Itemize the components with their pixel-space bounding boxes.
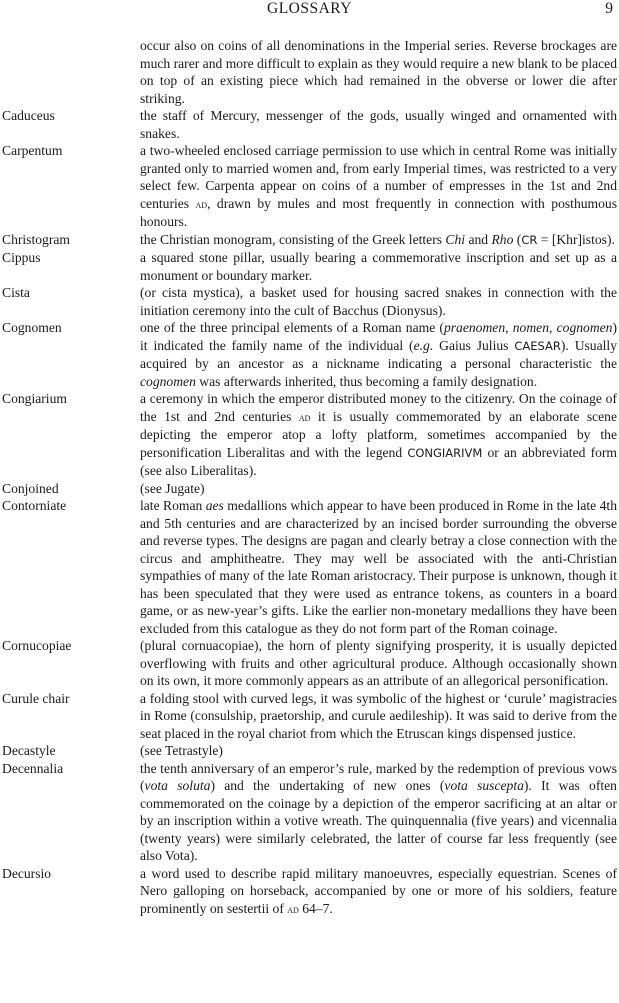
definition-text: nomen <box>512 320 549 335</box>
entry-term: Decastyle <box>2 743 56 758</box>
glossary-entry <box>0 480 619 498</box>
definition-text: cognomen <box>140 373 196 389</box>
definition-text: the staff of Mercury, messenger of the gods, usually winged and ornamented with snakes. <box>140 108 617 141</box>
entry-definition <box>140 107 617 142</box>
entry-definition <box>140 390 617 480</box>
definition-text: ad <box>287 901 299 916</box>
running-head: GLOSSARY <box>267 0 352 17</box>
glossary-entry <box>0 690 619 743</box>
glossary-list <box>0 37 619 918</box>
entry-term: Cippus <box>2 250 41 265</box>
definition-text: occur also on coins of all denominations in the Imperial series. Reverse brockages are much rarer and more difficult to explain as they would require a new blank to be placed on top of an existing piece which had remained in the obverse or lower die after striking. <box>140 38 617 106</box>
entry-term: Cognomen <box>2 320 62 335</box>
definition-text: , drawn by mules and most frequently in connection with posthumous honours. <box>140 195 617 229</box>
definition-text: it is usually commemorated by an elaborate scene depicting the emperor atop a lofty platform, sometimes accompanied by the personification Liberalitas and with the legend <box>140 408 618 460</box>
entry-term: Congiarium <box>2 391 67 406</box>
definition-text: (see Jugate) <box>140 480 205 496</box>
definition-text: praenomen <box>443 320 506 335</box>
definition-text: a two-wheeled enclosed carriage permission to use which in central Rome was initially granted only to married women and, from early Imperial times, was restricted to a very select few. Carpenta appear on coins of a number of empresses in the 1st and 2nd centuries <box>140 143 617 211</box>
definition-text: was afterwards inherited, thus becoming a family designation. <box>195 373 538 389</box>
entry-term: Cornucopiae <box>2 638 72 653</box>
entry-definition <box>140 690 617 743</box>
entry-definition <box>140 284 617 319</box>
entry-term: Caduceus <box>2 108 55 123</box>
definition-text: (or cista mystica), a basket used for housing sacred snakes in connection with the initiation ceremony into the cult of Bacchus (Dionysus). <box>140 285 617 318</box>
entry-definition <box>140 480 617 498</box>
glossary-entry <box>0 390 619 480</box>
definition-text: ad <box>195 196 208 211</box>
definition-text: ). Usually acquired by an ancestor as a nickname indicating a personal characteristic the <box>140 337 617 371</box>
definition-text: ) and the undertaking of new ones ( <box>210 778 445 793</box>
definition-text: cognomen <box>556 320 613 335</box>
definition-text: = [Khr]istos). <box>537 231 615 247</box>
entry-term: Conjoined <box>2 480 59 496</box>
glossary-entry <box>0 231 619 250</box>
entry-definition <box>140 249 617 284</box>
coin-legend-text: CAESAR <box>514 338 561 353</box>
page-number: 9 <box>605 0 613 17</box>
definition-text: (see Tetrastyle) <box>140 743 223 758</box>
entry-definition <box>140 37 617 107</box>
glossary-entry <box>0 760 619 865</box>
entry-definition <box>140 742 617 760</box>
definition-text: and <box>465 231 492 247</box>
definition-text: a ceremony in which the emperor distributed money to the citizenry. On the coinage of the 1st and 2nd centuries <box>140 391 617 424</box>
glossary-entry <box>0 284 619 319</box>
glossary-entry <box>0 107 619 142</box>
coin-legend-text: CONGIARIVM <box>407 445 483 460</box>
definition-text: , <box>549 320 557 335</box>
glossary-entry <box>0 249 619 284</box>
entry-term: Contorniate <box>2 498 67 513</box>
entry-definition <box>140 319 617 390</box>
definition-text: a squared stone pillar, usually bearing a commemorative inscription and set up as a monument or boundary marker. <box>140 250 617 283</box>
entry-term: Carpentum <box>2 143 63 158</box>
glossary-entry <box>0 497 619 637</box>
glossary-entry <box>0 742 619 760</box>
definition-text: Gaius Julius <box>433 337 515 353</box>
definition-text: or an abbreviated form (see also Liberalitas). <box>140 444 617 478</box>
definition-text: medallions which appear to have been produced in Rome in the late 4th and 5th centuries and are characterized by an incised border surrounding the obverse and reverse types. The designs are pagan and clearly betray a close connection with the circus and amphitheatre. They may well be associated with the anti-Christian sympathies of many of the late Roman aristocracy. Their purpose is unknown, though it has been speculated that they were used as entrance tokens, as counters in a board game, or as new-year’s gifts. Like the earlier non-monetary medallions they have been excluded from this catalogue as they do not form part of the Roman coinage. <box>140 498 617 636</box>
definition-text: Rho <box>491 231 514 247</box>
glossary-entry <box>0 637 619 690</box>
definition-text: the Christian monogram, consisting of the Greek letters <box>140 231 446 247</box>
entry-term: Curule chair <box>2 690 70 706</box>
definition-text: ( <box>513 231 522 247</box>
entry-term: Decursio <box>2 865 52 881</box>
definition-text: a folding stool with curved legs, it was symbolic of the highest or ‘curule’ magistracies in Rome (consulship, praetorship, and curule aedileship). It was said to derive from the seat placed in the royal chariot from which the Etruscan kings dispensed justice. <box>140 690 617 741</box>
entry-term: Cista <box>2 285 30 300</box>
definition-text: Chi <box>445 231 466 247</box>
definition-text: late Roman <box>140 498 206 513</box>
entry-definition <box>140 760 617 865</box>
entry-term: Decennalia <box>2 760 64 776</box>
definition-text: (plural cornuacopiae), the horn of plenty signifying prosperity, it is usually depicted overflowing with fruits and other agricultural produce. Although occasionally shown on its own, it more commonly appears as an attribute of an allegorical personification. <box>140 638 617 688</box>
definition-text: the tenth anniversary of an emperor’s rule, marked by the redemption of previous vows ( <box>140 760 617 793</box>
definition-text: e.g. <box>413 337 434 353</box>
definition-text: one of the three principal elements of a Roman name ( <box>140 320 444 335</box>
entry-definition <box>140 231 617 250</box>
definition-text: vota suscepta <box>444 778 524 793</box>
entry-definition <box>140 142 617 231</box>
entry-definition <box>140 497 617 637</box>
glossary-entry <box>0 865 619 919</box>
coin-legend-text: CR <box>521 232 538 247</box>
definition-text: , <box>505 320 513 335</box>
glossary-entry <box>0 319 619 390</box>
definition-text: ) it indicated the family name of the individual ( <box>140 320 618 353</box>
definition-text: aes <box>205 498 224 513</box>
definition-text: a word used to describe rapid military manoeuvres, especially equestrian. Scenes of Nero galloping on horseback, accompanied by one or more of his soldiers, feature prominently on sestertii of <box>140 865 617 916</box>
entry-definition <box>140 865 617 919</box>
definition-text: ). It was often commemorated on the coinage by a depiction of the emperor sacrificing at an altar or by an inscription within a votive wreath. The quinquennalia (five years) and vicennalia (twenty years) were similarly celebrated, the latter of course far less frequently (see also Vota). <box>140 778 617 863</box>
page-header <box>0 0 619 20</box>
entry-definition <box>140 637 617 690</box>
definition-text: vota soluta <box>144 778 211 793</box>
definition-text: ad <box>298 409 311 424</box>
entry-term: Christogram <box>2 231 70 247</box>
definition-text: 64–7. <box>298 900 333 916</box>
glossary-entry <box>0 142 619 231</box>
glossary-entry <box>0 37 619 107</box>
